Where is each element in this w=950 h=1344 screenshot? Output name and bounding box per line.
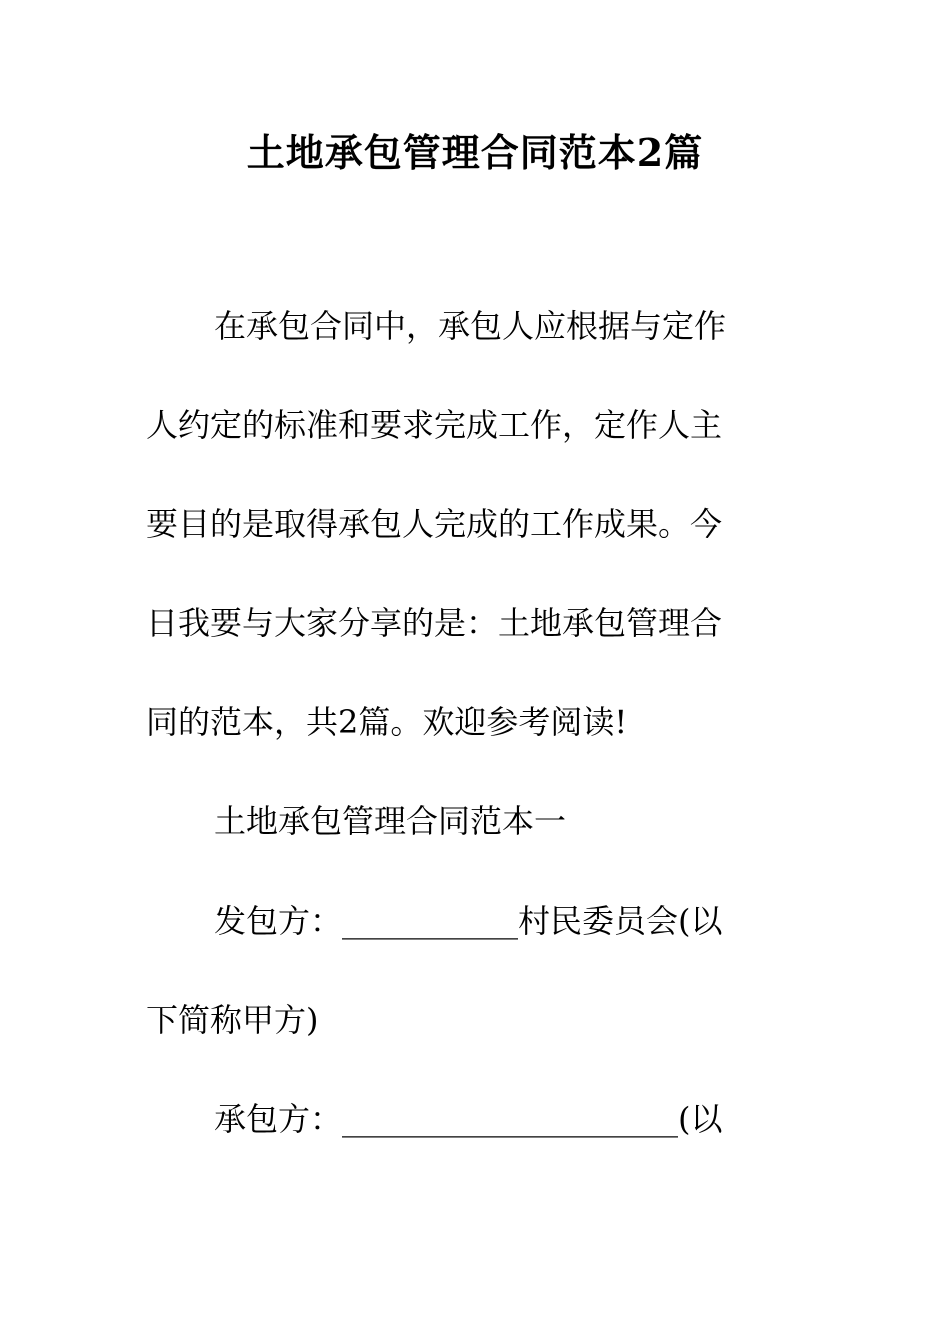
- intro-paragraph-line-1: 在承包合同中，承包人应根据与定作: [214, 307, 727, 345]
- intro-paragraph-line-3: 要目的是取得承包人完成的工作成果。今: [146, 505, 723, 543]
- intro-paragraph-line-2: 人约定的标准和要求完成工作，定作人主: [146, 406, 723, 444]
- document-title: 土地承包管理合同范本2篇: [246, 130, 704, 175]
- party-a-line-1: 发包方：___________村民委员会(以: [214, 902, 723, 940]
- party-a-line-2: 下简称甲方): [146, 1001, 319, 1039]
- intro-paragraph-line-4: 日我要与大家分享的是：土地承包管理合: [146, 604, 723, 642]
- section-heading: 土地承包管理合同范本一: [214, 802, 567, 840]
- intro-paragraph-line-5: 同的范本，共2篇。欢迎参考阅读!: [146, 703, 628, 741]
- party-b-line-1: 承包方：_____________________(以: [214, 1100, 723, 1138]
